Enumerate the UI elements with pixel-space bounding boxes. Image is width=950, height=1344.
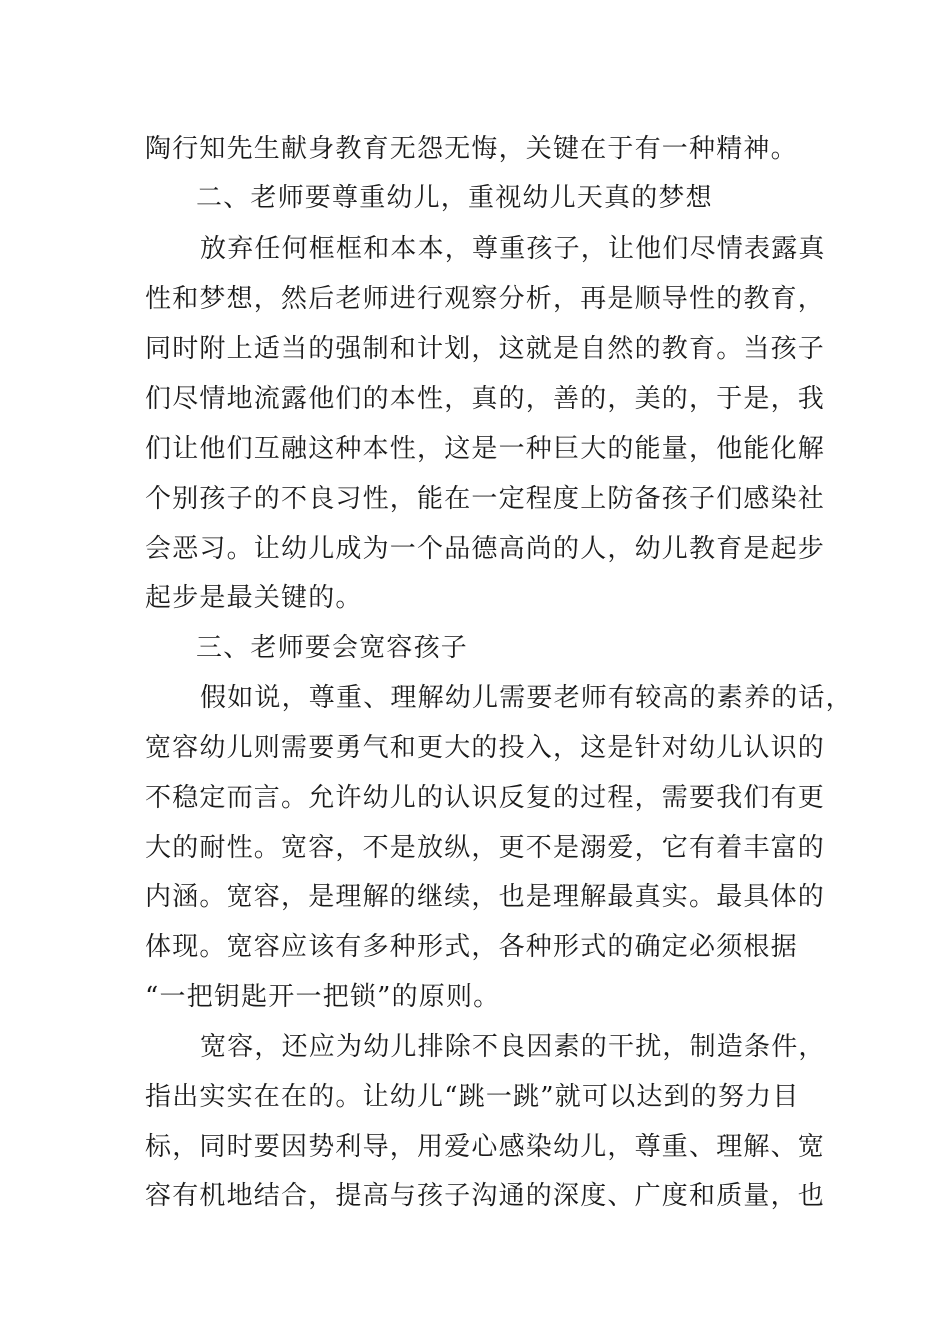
text-line: 指出实实在在的。让幼儿“跳一跳”就可以达到的努力目: [145, 1082, 800, 1112]
text-line: 宽容幼儿则需要勇气和更大的投入，这是针对幼儿认识的: [145, 733, 826, 763]
text-line: 宽容，还应为幼儿排除不良因素的干扰，制造条件，: [200, 1032, 826, 1062]
text-line: 们让他们互融这种本性，这是一种巨大的能量，他能化解: [145, 434, 826, 464]
text-line: 陶行知先生献身教育无怨无悔，关键在于有一种精神。: [145, 134, 798, 164]
text-line: 容有机地结合，提高与孩子沟通的深度、广度和质量，也: [145, 1181, 826, 1211]
text-line: 大的耐性。宽容，不是放纵，更不是溺爱，它有着丰富的: [145, 833, 826, 863]
text-line: 同时附上适当的强制和计划，这就是自然的教育。当孩子: [145, 334, 826, 364]
text-line: 个别孩子的不良习性，能在一定程度上防备孩子们感染社: [145, 484, 826, 514]
text-line: 不稳定而言。允许幼儿的认识反复的过程，需要我们有更: [145, 783, 826, 813]
section-heading: 二、老师要尊重幼儿，重视幼儿天真的梦想: [196, 183, 713, 213]
text-line: 会恶习。让幼儿成为一个品德高尚的人，幼儿教育是起步: [145, 534, 826, 564]
text-line: 性和梦想，然后老师进行观察分析，再是顺导性的教育，: [145, 284, 826, 314]
text-line: 们尽情地流露他们的本性，真的，善的，美的，于是，我: [145, 384, 826, 414]
text-line: 体现。宽容应该有多种形式，各种形式的确定必须根据: [145, 932, 798, 962]
text-line: 标，同时要因势利导，用爱心感染幼儿，尊重、理解、宽: [145, 1132, 826, 1162]
text-line: 内涵。宽容，是理解的继续，也是理解最真实。最具体的: [145, 882, 826, 912]
text-line: “一把钥匙开一把锁”的原则。: [145, 982, 501, 1012]
text-line: 假如说，尊重、理解幼儿需要老师有较高的素养的话，: [200, 683, 853, 713]
text-line: 起步是最关键的。: [145, 583, 363, 613]
text-line: 放弃任何框框和本本，尊重孩子，让他们尽情表露真: [200, 234, 826, 264]
section-heading: 三、老师要会宽容孩子: [196, 633, 469, 663]
